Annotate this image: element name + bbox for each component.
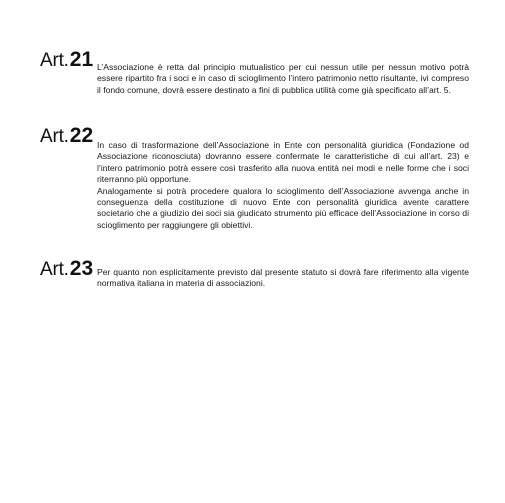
article-paragraph: In caso di trasformazione dell’Associazione in Ente con personalità giuridica (Fondazione od Associazione riconosciuta) dovranno essere confermate le caratteristiche di cui all’art. 23) e l’intero patrimonio potrà essere così trasferito alla nuova entità nei modi e nelle forme che i soci riterranno più opportune. <box>97 140 469 185</box>
article-body <box>97 62 469 96</box>
article-paragraph: Analogamente si potrà procedere qualora lo scioglimento dell’Associazione avvenga anche in conseguenza della costituzione di nuovo Ente con personalità giuridica avente carattere societario che a giudizio dei soci sia giudicato strumento più efficace dell’Associazione in corso di scioglimento per raggiungere gli obiettivi. <box>97 185 469 230</box>
article-prefix: Art. <box>40 126 69 147</box>
article-body <box>97 140 469 231</box>
article-heading <box>40 125 93 146</box>
article-heading <box>40 49 93 70</box>
article-prefix: Art. <box>40 259 69 280</box>
article-number: 21 <box>69 48 94 71</box>
article-paragraph: L’Associazione è retta dal principio mutualistico per cui nessun utile per nessun motivo potrà essere ripartito fra i soci e in caso di scioglimento l’intero patrimonio netto risultante, ivi compreso il fondo comune, dovrà essere destinato a fini di pubblica utilità come già specificato all’art. 5. <box>97 62 469 95</box>
article-body <box>97 267 469 290</box>
article-number: 22 <box>69 124 94 147</box>
article-heading <box>40 258 93 279</box>
article-prefix: Art. <box>40 50 69 71</box>
article-paragraph: Per quanto non esplicitamente previsto dal presente statuto si dovrà fare riferimento alla vigente normativa italiana in materia di associazioni. <box>97 267 469 289</box>
article-number: 23 <box>69 257 94 280</box>
